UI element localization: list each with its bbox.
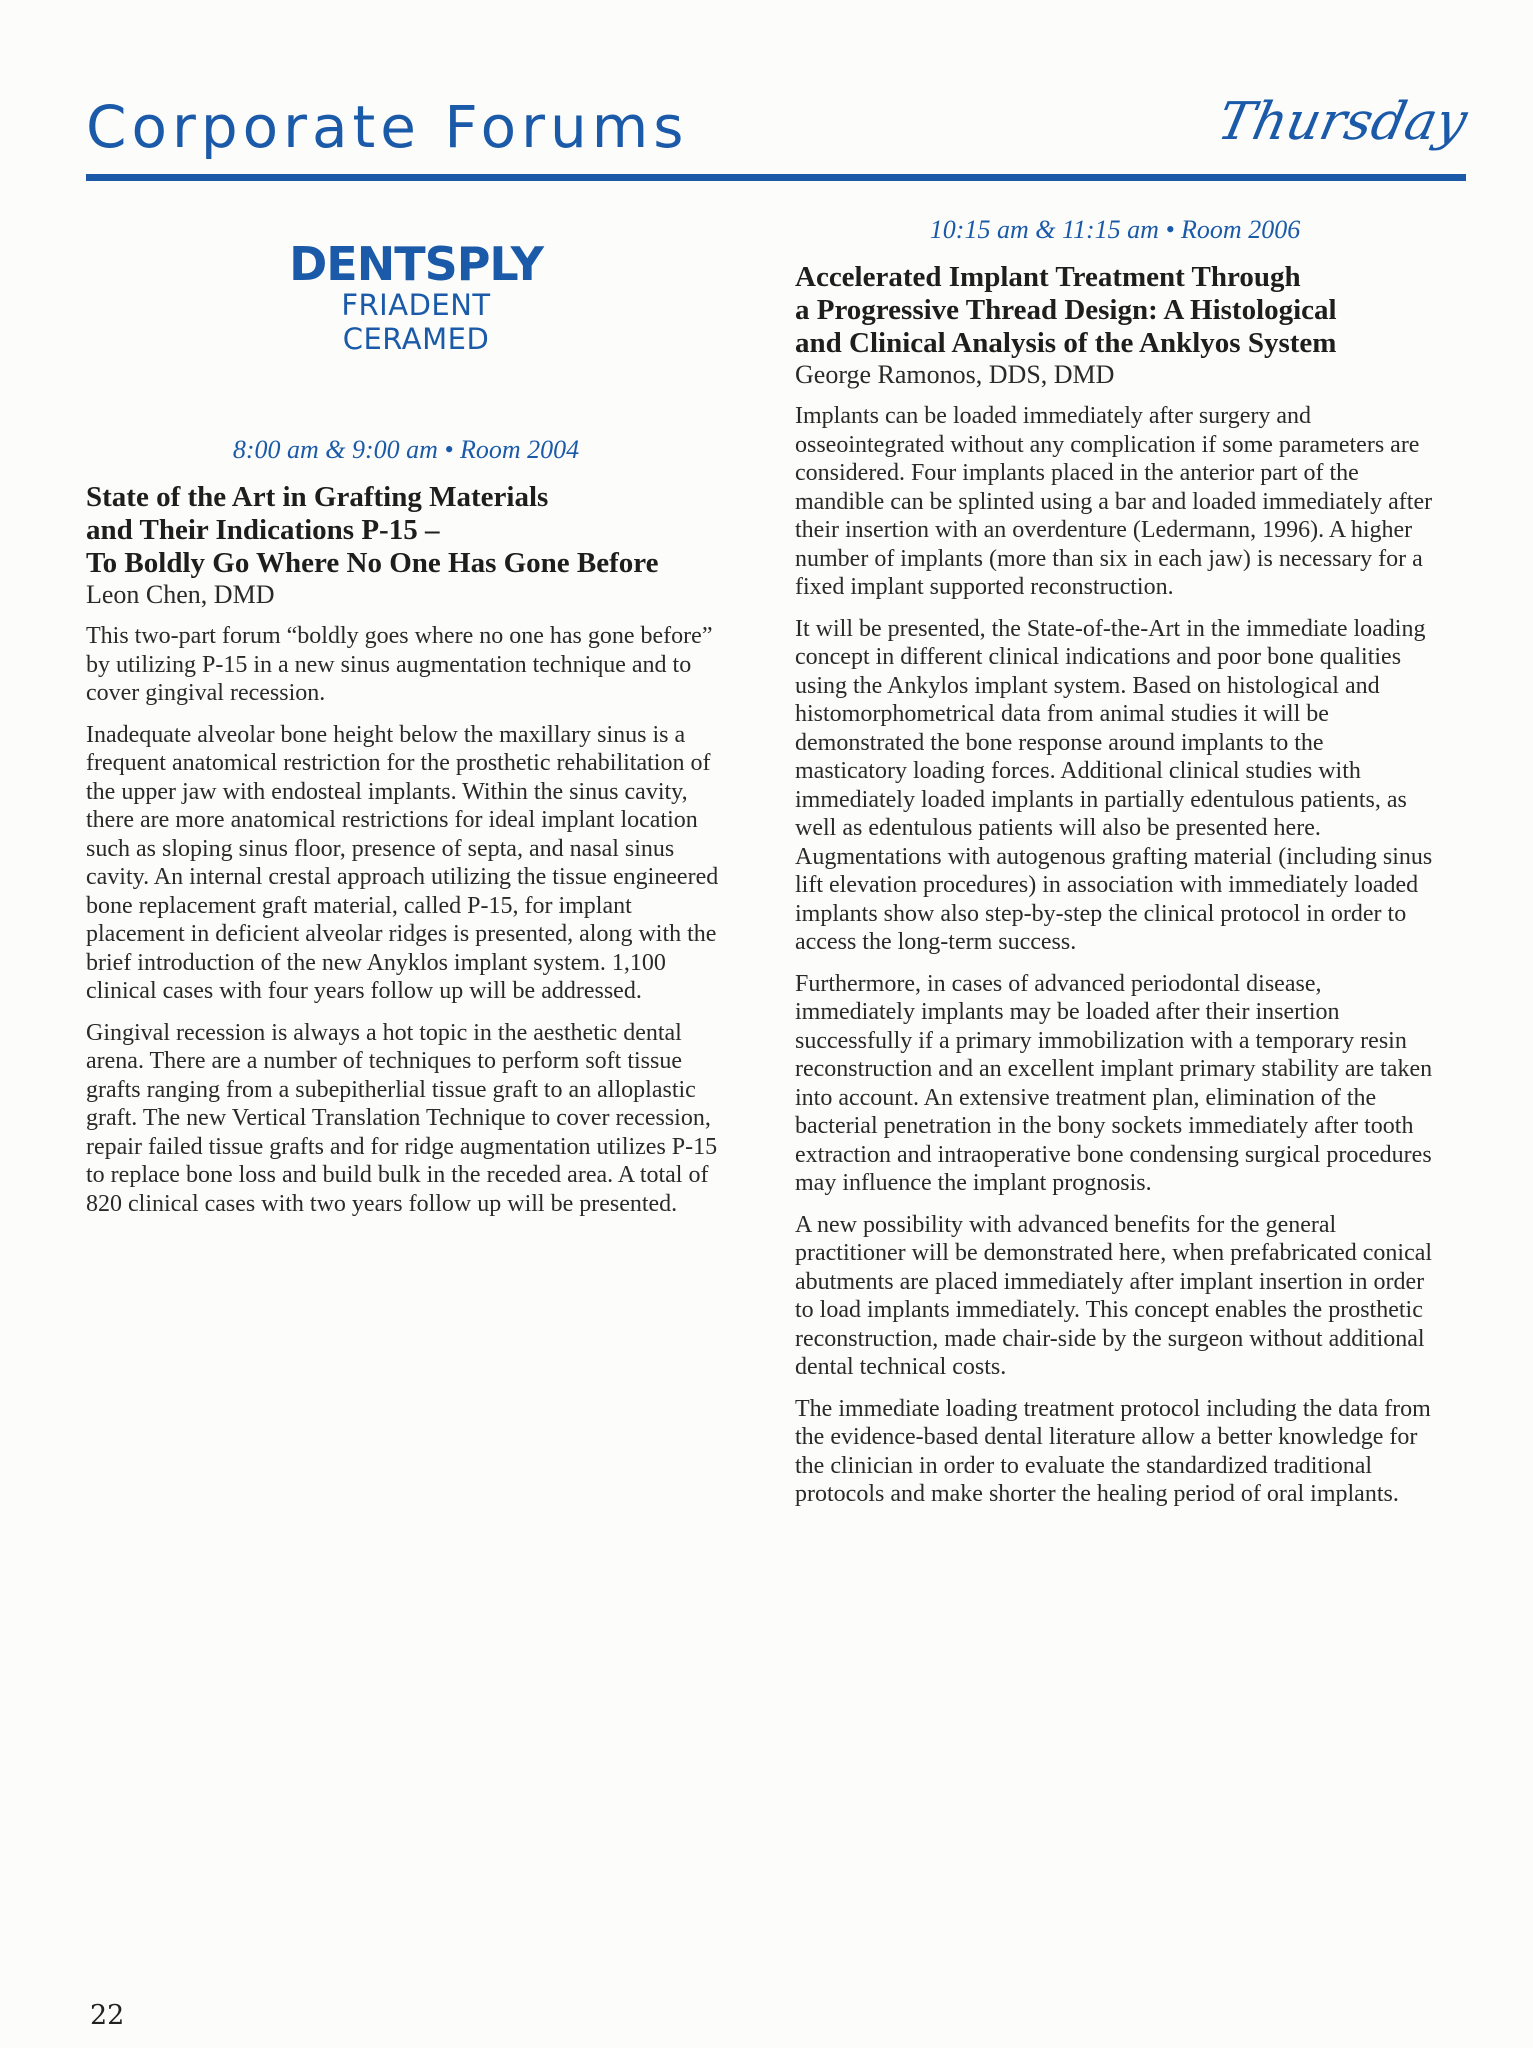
left-column — [86, 215, 726, 1231]
session-title-line: State of the Art in Grafting Materials — [86, 481, 549, 513]
paragraph: This two-part forum “boldly goes where no one has gone before” by utilizing P-15 in a new sinus augmentation technique and to cover gingival recession. — [86, 623, 713, 706]
page-header — [86, 92, 1473, 190]
session-title-line: To Boldly Go Where No One Has Gone Before — [86, 547, 659, 579]
page-number: 22 — [90, 2000, 125, 2031]
session-time: 8:00 am & 9:00 am • Room 2004 — [232, 435, 580, 464]
paragraph: A new possibility with advanced benefits for the general practitioner will be demonstrated here, when prefabricated conical abutments are placed immediately after implant insertion in order to load implants immediately. This concept enables the prosthetic reconstruction, made chair-side by the surgeon without additional dental technical costs. — [795, 1211, 1433, 1380]
sponsor-logo — [106, 215, 726, 400]
logo-line-ceramed: CERAMED — [342, 322, 490, 356]
section-title: Corporate Forums — [86, 93, 689, 161]
right-column — [795, 215, 1435, 1522]
paragraph: Inadequate alveolar bone height below the maxillary sinus is a frequent anatomical restriction for the prosthetic rehabilitation of the upper jaw with endosteal implants. Within the sinus cavity, there are more anatomical restrictions for ideal implant location such as sloping sinus floor, presence of septa, and nasal sinus cavity. An internal crestal approach utilizing the tissue engineered bone replacement graft material, called P-15, for implant placement in deficient alveolar ridges is presented, along with the brief introduction of the new Anyklos implant system. 1,100 clinical cases with four years follow up will be addressed. — [86, 721, 719, 1004]
session-title-line: and Clinical Analysis of the Anklyos System — [795, 327, 1337, 359]
paragraph: Gingival recession is always a hot topic in the aesthetic dental arena. There are a number of techniques to perform soft tissue grafts ranging from a subepitherlial tissue graft to an alloplastic graft. The new Vertical Translation Technique to cover recession, repair failed tissue grafts and for ridge augmentation utilizes P-15 to replace bone loss and build bulk in the receded area. A total of 820 clinical cases with two years follow up will be presented. — [86, 1019, 718, 1217]
paragraph: It will be presented, the State-of-the-Art in the immediate loading concept in different clinical indications and poor bone qualities using the Ankylos implant system. Based on histological and histomorphometrical data from animal studies it will be demonstrated the bone response around implants to the masticatory loading forces. Additional clinical studies with immediately loaded implants in partially edentulous patients, as well as edentulous patients will also be presented here. Augmentations with autogenous grafting material (including sinus lift elevation procedures) in association with immediately loaded implants show also step-by-step the clinical protocol in order to access the long-term success. — [795, 615, 1433, 955]
session-title-line: a Progressive Thread Design: A Histological — [795, 294, 1337, 326]
session-title-line: and Their Indications P-15 – — [86, 514, 440, 546]
paragraph: The immediate loading treatment protocol including the data from the evidence-based dental literature allow a better knowledge for the clinician in order to evaluate the standardized traditional protocols and make shorter the healing period of oral implants. — [795, 1395, 1431, 1507]
speaker-name: George Ramonos, DDS, DMD — [795, 360, 1115, 389]
logo-line-dentsply: DENTSPLY — [289, 237, 543, 291]
day-label: Thursday — [1212, 92, 1473, 152]
session-title-line: Accelerated Implant Treatment Through — [795, 261, 1301, 293]
session-time: 10:15 am & 11:15 am • Room 2006 — [929, 215, 1301, 244]
logo-line-friadent: FRIADENT — [341, 288, 491, 322]
speaker-name: Leon Chen, DMD — [86, 580, 275, 609]
paragraph: Furthermore, in cases of advanced periodontal disease, immediately implants may be loaded after their insertion successfully if a primary immobilization with a temporary resin reconstruction and an excellent implant primary stability are taken into account. An extensive treatment plan, elimination of the bacterial penetration in the bony sockets immediately after tooth extraction and intraoperative bone condensing surgical procedures may influence the implant prognosis. — [795, 970, 1433, 1196]
paragraph: Implants can be loaded immediately after surgery and osseointegrated without any complication if some parameters are considered. Four implants placed in the anterior part of the mandible can be splinted using a bar and loaded immediately after their insertion with an overdenture (Ledermann, 1996). A higher number of implants (more than six in each jaw) is necessary for a fixed implant supported reconstruction. — [795, 403, 1433, 600]
header-rule — [86, 174, 1466, 181]
